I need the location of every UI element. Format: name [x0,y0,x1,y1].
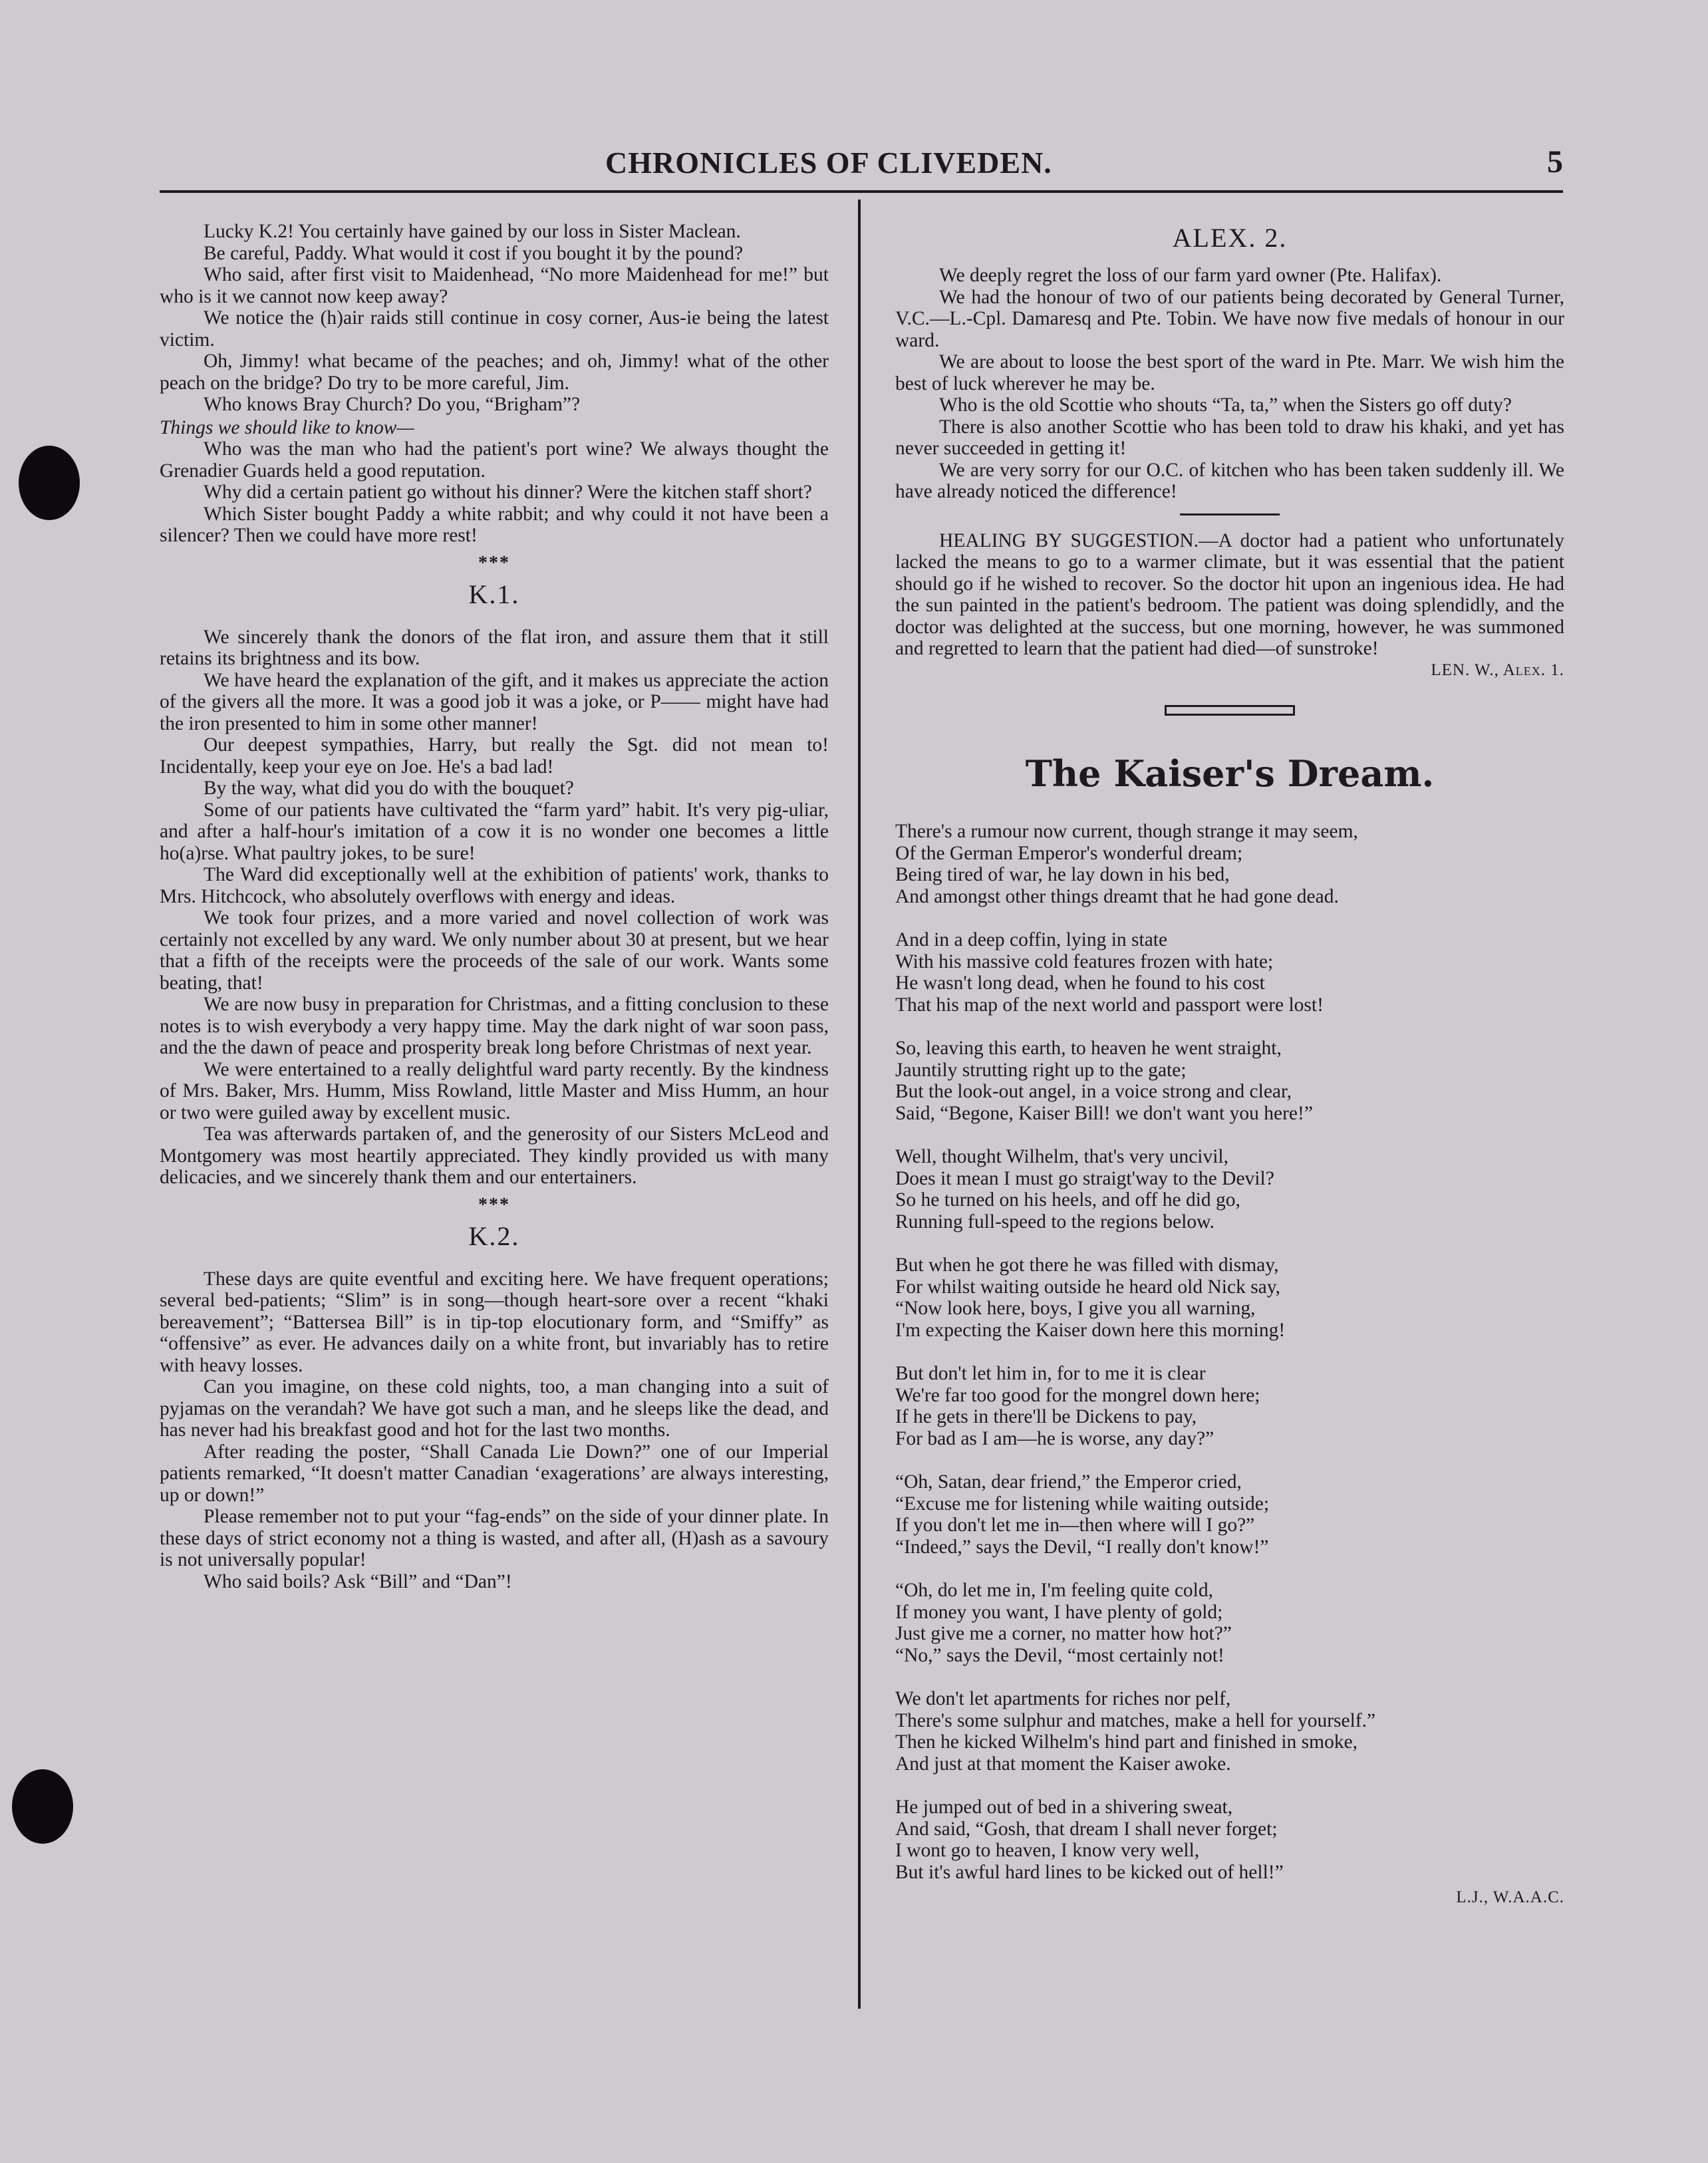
page-title: CHRONICLES OF CLIVEDEN. [605,146,1052,180]
paragraph: Why did a certain patient go without his dinner? Were the kitchen staff short? [204,482,812,503]
short-rule [1180,513,1280,515]
paragraph: After reading the poster, “Shall Canada Lie Down?” one of our Imperial patients remarked, “It doesn't matter Canadian ‘exagerations’ are always interesting, up or down!” [160,1441,829,1506]
poem-stanza [895,1363,1564,1449]
poem-line: I wont go to heaven, I know very well, [895,1840,1200,1861]
poem-line: But when he got there he was filled with dismay, [895,1254,1279,1276]
poem-line: We don't let apartments for riches nor pelf, [895,1688,1231,1709]
section-title-k2: K.2. [468,1221,520,1251]
right-column [895,221,1564,1909]
poem-line: I'm expecting the Kaiser down here this morning! [895,1319,1286,1341]
poem-line: But it's awful hard lines to be kicked out of hell!” [895,1861,1284,1883]
poem-line: Of the German Emperor's wonderful dream; [895,842,1243,864]
paragraph: We are very sorry for our O.C. of kitchen who has been taken suddenly ill. We have already noticed the difference! [895,459,1564,502]
poem-line: “Oh, Satan, dear friend,” the Emperor cried, [895,1471,1242,1493]
paragraph: Oh, Jimmy! what became of the peaches; and oh, Jimmy! what of the other peach on the bridge? Do try to be more careful, Jim. [160,351,829,394]
paragraph: Please remember not to put your “fag-ends” on the side of your dinner plate. In these days of strict economy not a thing is wasted, and after all, (H)ash as a savoury is not universally popular! [160,1506,829,1570]
poem [895,821,1564,1883]
poem-line: We're far too good for the mongrel down here; [895,1384,1260,1406]
poem-stanza [895,1146,1564,1232]
poem-line: Then he kicked Wilhelm's hind part and finished in smoke, [895,1731,1358,1753]
poem-line: If you don't let me in—then where will I go?” [895,1514,1255,1536]
page-header [160,140,1563,186]
poem-line: For bad as I am—he is worse, any day?” [895,1427,1214,1449]
poem-stanza [895,1688,1564,1775]
poem-stanza [895,821,1564,907]
poem-stanza [895,1038,1564,1124]
paragraph: By the way, what did you do with the bouquet? [204,778,574,799]
paragraph: We were entertained to a really delightful ward party recently. By the kindness of Mrs. Baker, Mrs. Humm, Miss Rowland, little Master and Miss Humm, an hour or two were guiled away by excellent music. [160,1058,829,1123]
paragraph: We have heard the explanation of the gift, and it makes us appreciate the action of the givers all the more. It was a good job it was a joke, or P—— might have had the iron presented to him in some other manner! [160,669,829,734]
paragraph: There is also another Scottie who has been told to draw his khaki, and yet has never succeeded in getting it! [895,416,1564,459]
paragraph: Who knows Bray Church? Do you, “Brigham”? [204,394,581,415]
healing-paragraph: HEALING BY SUGGESTION.—A doctor had a patient who unfortunately lacked the means to go to a warmer climate, but it was essential that the patient should go if he wished to recover. So the doctor hit upon an ingenious idea. He had the sun painted in the patient's bedroom. The patient was doing splendidly, and the doctor was delighted at the success, but one morning, however, he was summoned and regretted to learn that the patient had died—of sunstroke! [895,529,1564,659]
paragraph: Who said, after first visit to Maidenhead, “No more Maidenhead for me!” but who is it we cannot now keep away? [160,264,829,307]
poem-line: And just at that moment the Kaiser awoke. [895,1753,1231,1775]
healing-signature: LEN. W., Alex. 1. [1431,660,1564,679]
poem-signature: L.J., W.A.A.C. [1456,1888,1564,1906]
poem-line: But the look-out angel, in a voice strong and clear, [895,1081,1292,1102]
poem-line: With his massive cold features frozen with hate; [895,950,1274,972]
poem-line: If he gets in there'll be Dickens to pay, [895,1406,1197,1427]
poem-line: Said, “Begone, Kaiser Bill! we don't want you here!” [895,1102,1313,1124]
poem-stanza [895,1471,1564,1558]
poem-line: He wasn't long dead, when he found to his cost [895,972,1265,994]
page-number: 5 [1547,144,1563,180]
paragraph: We notice the (h)air raids still continue in cosy corner, Aus-ie being the latest victim. [160,307,829,351]
paragraph: These days are quite eventful and exciting here. We have frequent operations; several bed-patients; “Slim” is in song—though heart-sore over a recent “khaki bereavement”; “Battersea Bill” is in tip-top elocutionary form, and “Smiffy” as “offensive” as ever. He advances daily on a white front, but invariably has to retire with heavy losses. [160,1268,829,1376]
header-rule [160,190,1563,193]
poem-line: So, leaving this earth, to heaven he went straight, [895,1038,1282,1059]
paragraph: Who was the man who had the patient's port wine? We always thought the Grenadier Guards held a good reputation. [160,438,829,482]
section-separator: *** [478,1194,510,1215]
poem-line: That his map of the next world and passport were lost! [895,994,1324,1016]
poem-stanza [895,1580,1564,1666]
paragraph: Who said boils? Ask “Bill” and “Dan”! [204,1570,512,1592]
punch-hole-bottom [12,1769,73,1844]
poem-line: “Indeed,” says the Devil, “I really don't know!” [895,1536,1269,1558]
poem-line: “Oh, do let me in, I'm feeling quite cold, [895,1580,1214,1601]
poem-title: The Kaiser's Dream. [1025,752,1435,795]
paragraph: Our deepest sympathies, Harry, but really the Sgt. did not mean to! Incidentally, keep your eye on Joe. He's a bad lad! [160,734,829,778]
paragraph: We took four prizes, and a more varied and novel collection of work was certainly not excelled by any ward. We only number about 30 at present, but we hear that a fifth of the receipts were the proceeds of the sale of our work. Wants some beating, that! [160,907,829,994]
poem-line: And amongst other things dreamt that he had gone dead. [895,885,1339,907]
paragraph: We had the honour of two of our patients being decorated by General Turner, V.C.—L.-Cpl. Damaresq and Pte. Tobin. We have now five medals of honour in our ward. [895,286,1564,351]
paragraph: Lucky K.2! You certainly have gained by our loss in Sister Maclean. [204,221,741,242]
paragraph: We sincerely thank the donors of the flat iron, and assure them that it still retains its brightness and its bow. [160,626,829,669]
alex2-notes [895,265,1564,503]
poem-line: Being tired of war, he lay down in his bed, [895,864,1230,885]
paragraph: We deeply regret the loss of our farm yard owner (Pte. Halifax). [939,265,1442,286]
k1-notes [160,627,829,1189]
poem-line: But don't let him in, for to me it is clear [895,1363,1206,1384]
punch-hole-top [19,446,80,520]
paragraph: Tea was afterwards partaken of, and the generosity of our Sisters McLeod and Montgomery was most heartily appreciated. They kindly provided us with many delicacies, and we sincerely thank them and our entertainers. [160,1123,829,1188]
paragraph: The Ward did exceptionally well at the exhibition of patients' work, thanks to Mrs. Hitchcock, who absolutely overflows with energy and ideas. [160,864,829,907]
column-divider [858,200,861,2009]
paragraph: Who is the old Scottie who shouts “Ta, ta,” when the Sisters go off duty? [939,394,1512,416]
paragraph: Be careful, Paddy. What would it cost if you bought it by the pound? [204,242,744,264]
poem-line: “No,” says the Devil, “most certainly not! [895,1644,1224,1666]
paragraph: Can you imagine, on these cold nights, too, a man changing into a suit of pyjamas on the verandah? We have got such a man, and he sleeps like the dead, and has never had his breakfast good and hot for the last two months. [160,1376,829,1441]
poem-line: Running full-speed to the regions below. [895,1211,1214,1232]
intro-notes [160,221,829,416]
poem-line: And said, “Gosh, that dream I shall never forget; [895,1818,1278,1840]
poem-line: Well, thought Wilhelm, that's very uncivil, [895,1146,1228,1167]
paragraph: Which Sister bought Paddy a white rabbit; and why could it not have been a silencer? Then we could have more rest! [160,503,829,546]
poem-line: So he turned on his heels, and off he did go, [895,1189,1240,1211]
poem-line: Just give me a corner, no matter how hot?” [895,1623,1232,1644]
poem-line: If money you want, I have plenty of gold; [895,1601,1223,1623]
section-title-alex2: ALEX. 2. [1172,223,1288,253]
section-title-k1: K.1. [468,579,520,609]
poem-line: For whilst waiting outside he heard old Nick say, [895,1276,1280,1298]
poem-line: “Now look here, boys, I give you all warning, [895,1298,1256,1319]
ornament-divider [1165,705,1295,716]
section-separator: *** [478,552,510,573]
poem-line: There's some sulphur and matches, make a hell for yourself.” [895,1709,1376,1731]
paragraph: We are now busy in preparation for Christmas, and a fitting conclusion to these notes is to wish everybody a very happy time. May the dark night of war soon pass, and the the dawn of peace and prosperity break long before Christmas of next year. [160,994,829,1058]
poem-line: Jauntily strutting right up to the gate; [895,1059,1187,1081]
poem-line: There's a rumour now current, though strange it may seem, [895,821,1358,842]
left-column [160,221,829,1592]
things-notes [160,438,829,547]
poem-stanza [895,1797,1564,1883]
things-heading: Things we should like to know— [160,416,414,438]
paragraph: We are about to loose the best sport of the ward in Pte. Marr. We wish him the best of luck wherever he may be. [895,351,1564,394]
poem-line: And in a deep coffin, lying in state [895,929,1168,950]
poem-stanza [895,929,1564,1016]
paragraph: Some of our patients have cultivated the “farm yard” habit. It's very pig-uliar, and after a half-hour's imitation of a cow it is no wonder one becomes a little ho(a)rse. What paultry jokes, to be sure! [160,799,829,864]
k2-notes [160,1268,829,1593]
poem-stanza [895,1254,1564,1341]
poem-line: “Excuse me for listening while waiting outside; [895,1493,1270,1514]
poem-line: He jumped out of bed in a shivering sweat, [895,1797,1233,1818]
poem-line: Does it mean I must go straigt'way to the Devil? [895,1167,1274,1189]
